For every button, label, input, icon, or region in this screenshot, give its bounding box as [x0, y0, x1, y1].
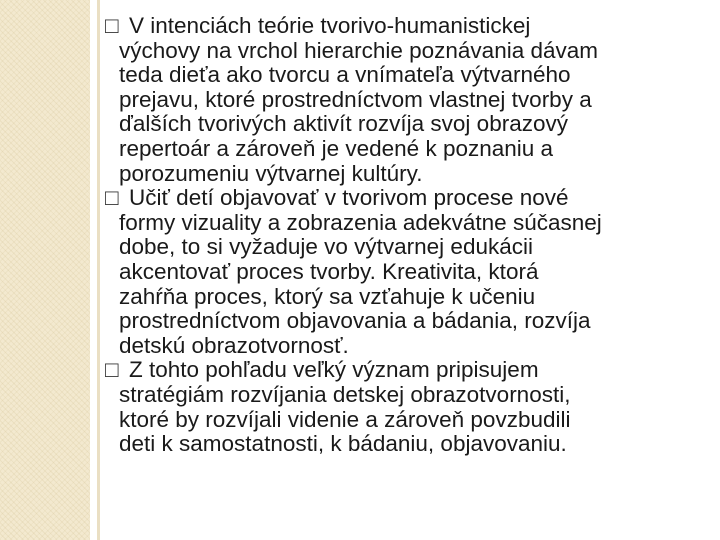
- bullet-3-line-4: deti k samostatnosti, k bádaniu, objavovaniu.: [119, 431, 567, 457]
- bullet-2-line-5: zahŕňa proces, ktorý sa vzťahuje k učeniu: [119, 283, 536, 309]
- slide-content: [105, 13, 710, 457]
- bullet-square-icon: □: [105, 357, 119, 383]
- decorative-side-panel: [0, 0, 90, 540]
- bullet-1-line-5: ďalších tvorivých aktivít rozvíja svoj obrazový: [119, 111, 568, 137]
- bullet-2-line-4: akcentovať proces tvorby. Kreativita, ktorá: [119, 258, 539, 284]
- bullet-1-line-2: výchovy na vrchol hierarchie poznávania dávam: [119, 37, 599, 63]
- bullet-item-2: [105, 185, 710, 358]
- bullet-item-1: [105, 13, 710, 186]
- bullet-square-icon: □: [105, 13, 119, 38]
- bullet-2-line-2: formy vizuality a zobrazenia adekvátne súčasnej: [119, 209, 602, 235]
- bullet-2-line-1: Učiť detí objavovať v tvorivom procese nové: [129, 185, 569, 211]
- bullet-square-icon: □: [105, 185, 119, 211]
- bullet-1-line-7: porozumeniu výtvarnej kultúry.: [119, 160, 423, 186]
- bullet-1-line-3: teda dieťa ako tvorcu a vnímateľa výtvarného: [119, 62, 571, 88]
- bullet-3-line-3: ktoré by rozvíjali videnie a zároveň povzbudili: [119, 406, 571, 432]
- bullet-1-line-4: prejavu, ktoré prostredníctvom vlastnej tvorby a: [119, 86, 592, 112]
- bullet-2-line-3: dobe, to si vyžaduje vo výtvarnej edukácii: [119, 234, 533, 260]
- bullet-2-line-6: prostredníctvom objavovania a bádania, rozvíja: [119, 308, 591, 334]
- bullet-item-3: [105, 357, 710, 457]
- bullet-2-line-7: detskú obrazotvornosť.: [119, 332, 349, 358]
- bullet-3-line-1: Z tohto pohľadu veľký význam pripisujem: [129, 357, 539, 383]
- bullet-1-line-1: V intenciách teórie tvorivo-humanistickej: [129, 13, 531, 38]
- bullet-3-line-2: stratégiám rozvíjania detskej obrazotvornosti,: [119, 381, 571, 407]
- bullet-1-line-6: repertoár a zároveň je vedené k poznaniu a: [119, 135, 554, 161]
- decorative-side-rule: [97, 0, 100, 540]
